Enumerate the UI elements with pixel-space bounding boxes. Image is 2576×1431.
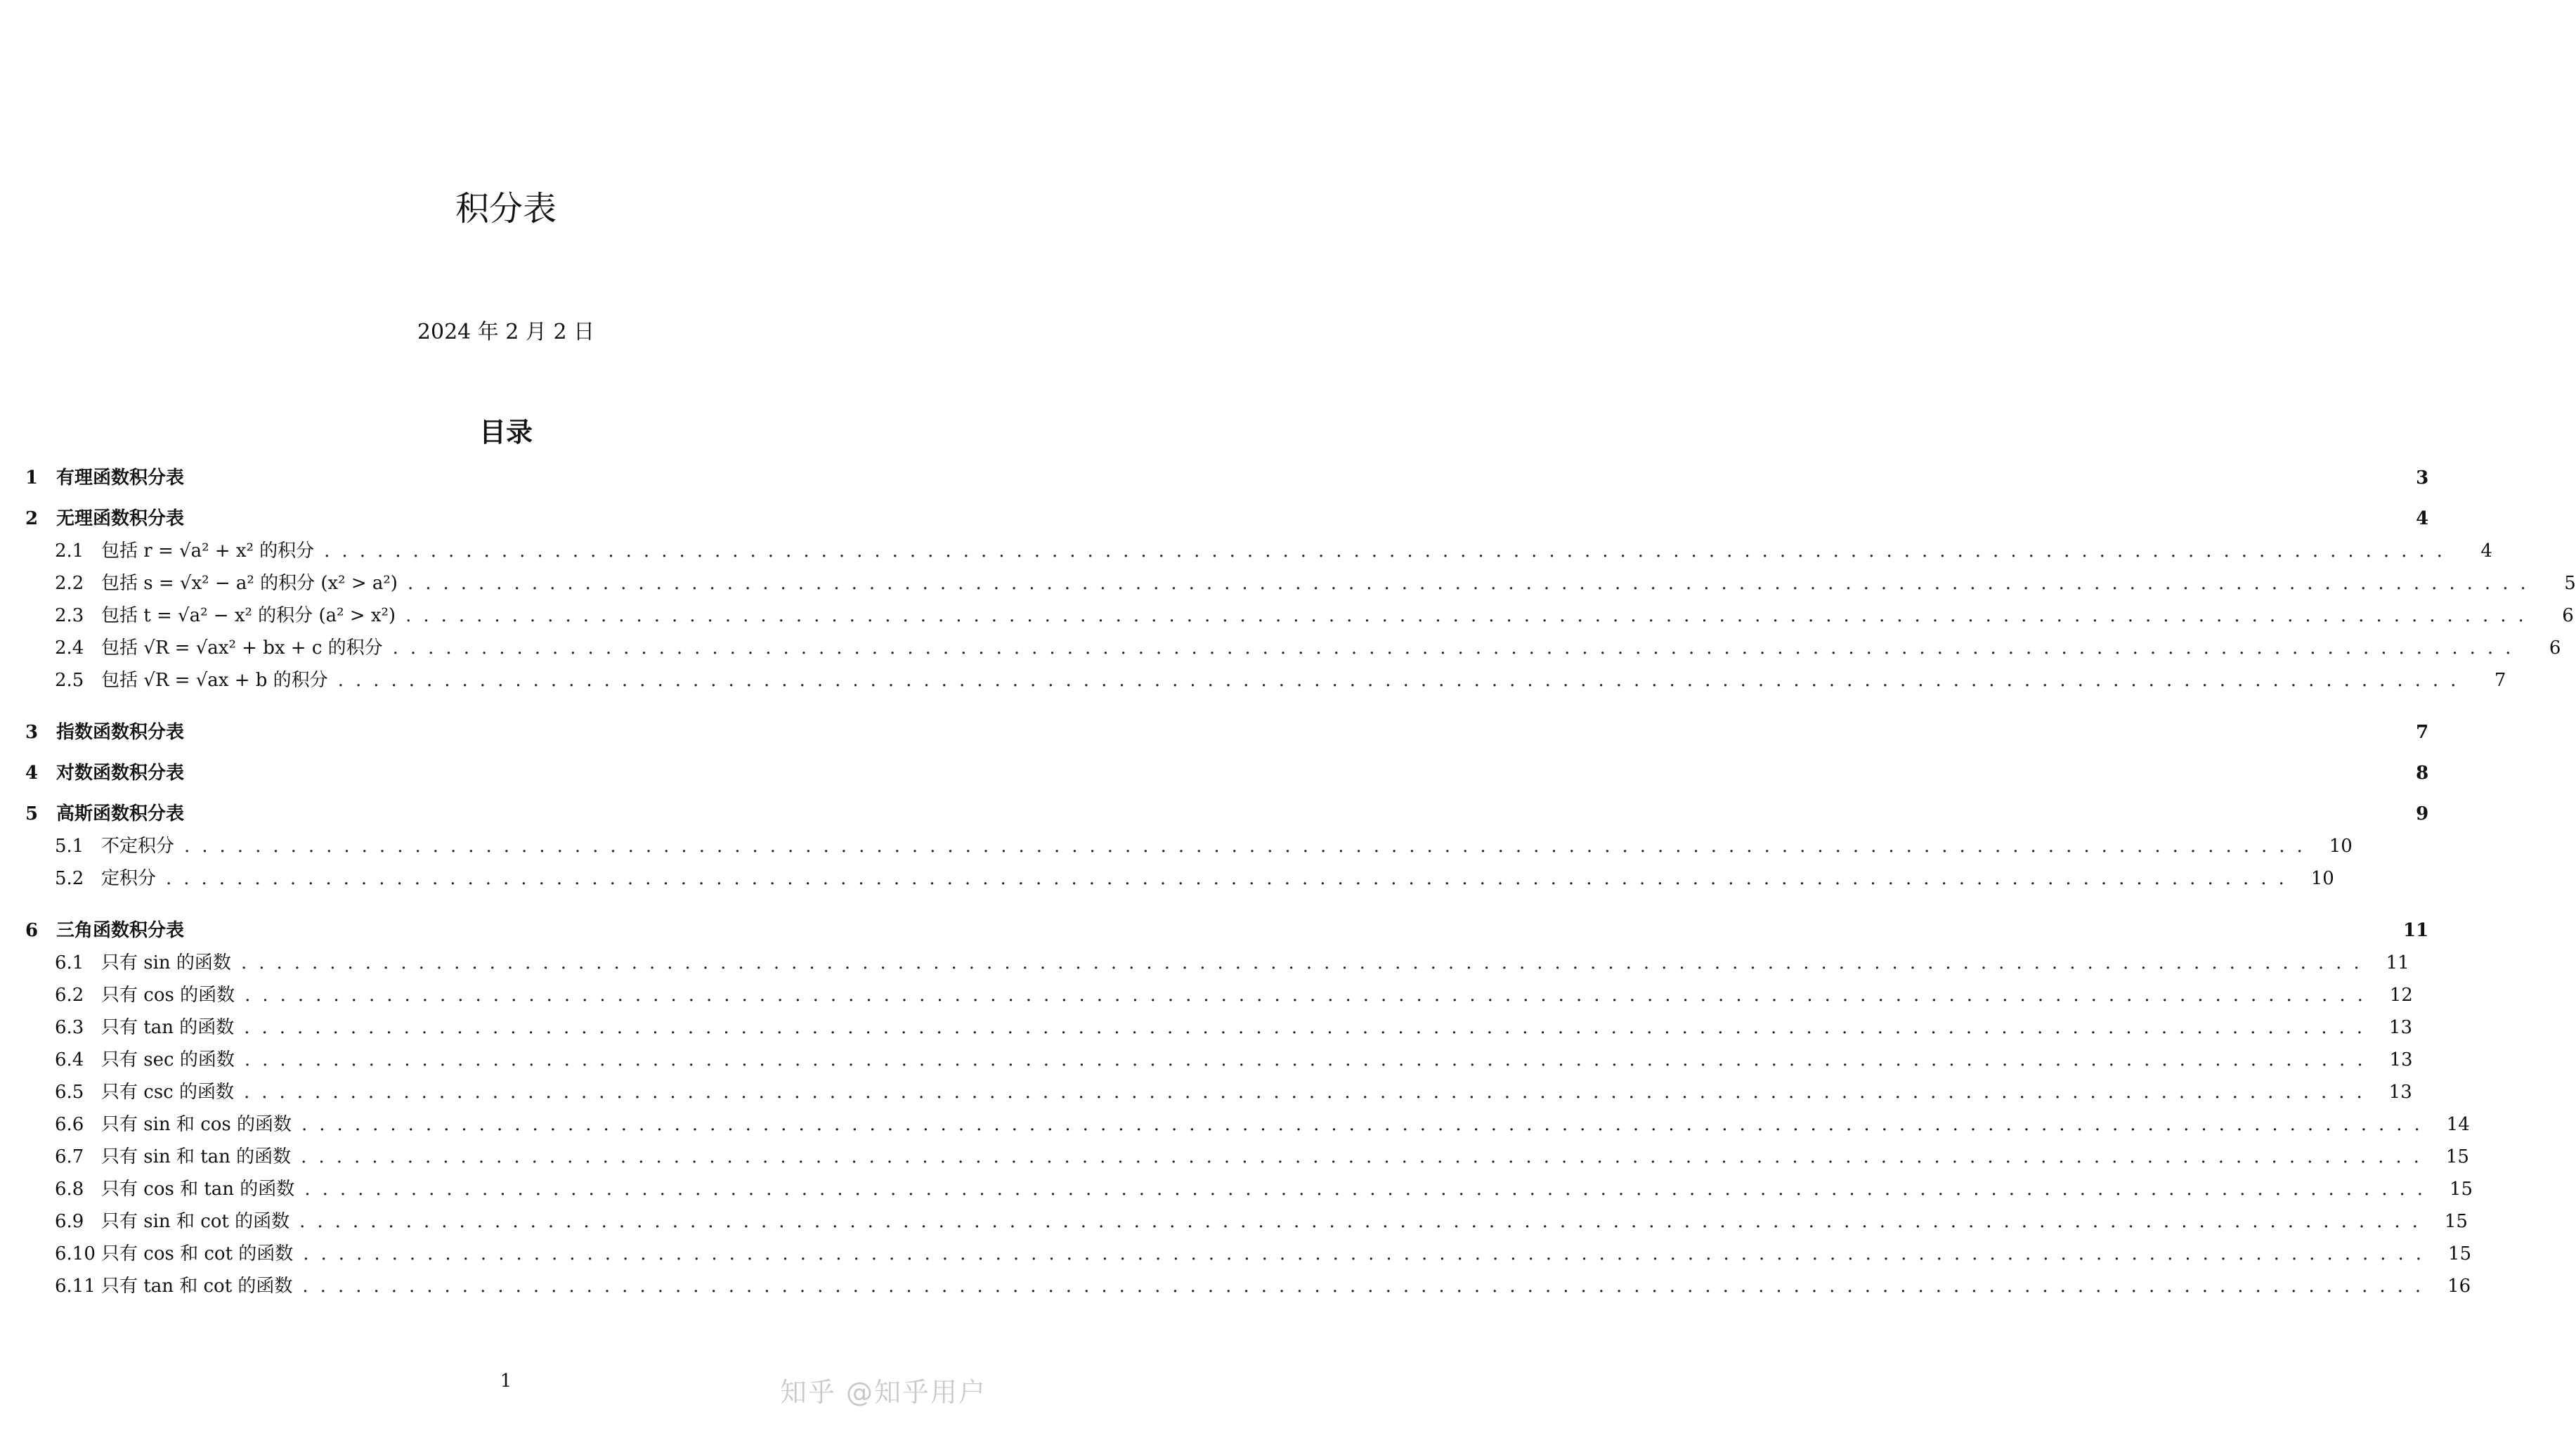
toc-entry-page: 11 (2403, 920, 2429, 941)
toc-entry-page: 9 (2416, 803, 2429, 824)
toc-entry-number: 5.2 (55, 868, 84, 889)
toc-entry-page: 13 (2388, 1082, 2412, 1103)
toc-entry-number: 6.1 (55, 952, 84, 973)
toc-entry-label: 包括 √R = √ax + b 的积分 (101, 670, 328, 691)
toc-section-entry[interactable] (25, 763, 2429, 784)
toc-entry-number: 2.4 (55, 637, 84, 659)
toc-entry-number: 6.4 (55, 1049, 84, 1070)
toc-entry-number: 6.10 (55, 1243, 96, 1264)
toc-leader-dots: ........................................................................................................................ (301, 1114, 2432, 1135)
toc-entry-number: 6.2 (55, 985, 84, 1006)
toc-leader-dots: ........................................................................................................................ (166, 868, 2296, 889)
toc-entry-page: 4 (2480, 540, 2492, 562)
toc-entry-number: 2.5 (55, 670, 84, 691)
toc-entry-label: 只有 sin 和 cot 的函数 (101, 1211, 290, 1232)
toc-leader-dots: ........................................................................................................................ (324, 540, 2454, 562)
toc-entry-label: 只有 sec 的函数 (101, 1049, 235, 1070)
toc-leader-dots: ........................................................................................................................ (303, 1243, 2434, 1264)
toc-subsection-entry[interactable] (25, 1211, 2468, 1243)
toc-entry-number: 2.3 (55, 605, 84, 626)
toc-leader-dots: ........................................................................................................................ (302, 1276, 2433, 1297)
toc-entry-page: 15 (2447, 1243, 2472, 1264)
watermark: 知乎 @知乎用户 (779, 1377, 987, 1408)
toc-entry-number: 5 (25, 803, 39, 824)
toc-leader-dots: ........................................................................................................................ (301, 1146, 2431, 1167)
toc-leader-dots: ........................................................................................................................ (299, 1211, 2430, 1232)
toc-subsection-entry[interactable] (25, 605, 2574, 637)
toc-entry-page: 13 (2388, 1017, 2412, 1038)
toc-entry-label: 有理函数积分表 (56, 467, 185, 488)
toc-subsection-entry[interactable] (25, 868, 2334, 900)
toc-section-entry[interactable] (25, 920, 2429, 941)
toc-section-entry[interactable] (25, 467, 2429, 488)
document-date: 2024 年 2 月 2 日 (417, 320, 595, 344)
toc-entry-number: 1 (25, 467, 39, 488)
toc-leader-dots: ........................................................................................................................ (392, 637, 2523, 659)
toc-entry-page: 7 (2416, 722, 2429, 743)
toc-entry-page: 15 (2449, 1179, 2473, 1200)
toc-entry-page: 13 (2389, 1049, 2413, 1070)
page-number: 1 (500, 1371, 512, 1392)
toc-section-entry[interactable] (25, 803, 2429, 824)
toc-entry-label: 不定积分 (101, 836, 175, 857)
toc-subsection-entry[interactable] (25, 670, 2506, 702)
toc-entry-page: 5 (2564, 573, 2576, 594)
toc-subsection-entry[interactable] (25, 1179, 2473, 1211)
toc-leader-dots: ........................................................................................................................ (244, 1049, 2375, 1070)
toc-leader-dots: ........................................................................................................................ (304, 1179, 2435, 1200)
toc-leader-dots: ........................................................................................................................ (245, 985, 2375, 1006)
toc-entry-page: 15 (2445, 1146, 2469, 1167)
toc-entry-number: 2.2 (55, 573, 84, 594)
toc-entry-page: 8 (2416, 763, 2429, 784)
toc-entry-page: 11 (2386, 952, 2409, 973)
toc-entry-page: 7 (2494, 670, 2506, 691)
toc-subsection-entry[interactable] (25, 985, 2413, 1017)
toc-heading: 目录 (479, 416, 533, 448)
toc-entry-label: 只有 csc 的函数 (101, 1082, 234, 1103)
toc-entry-label: 只有 tan 的函数 (101, 1017, 235, 1038)
toc-entry-label: 只有 cos 和 cot 的函数 (101, 1243, 294, 1264)
toc-entry-label: 包括 r = √a² + x² 的积分 (101, 540, 315, 562)
toc-entry-label: 三角函数积分表 (56, 920, 185, 941)
toc-section-entry[interactable] (25, 508, 2429, 529)
toc-subsection-entry[interactable] (25, 1082, 2412, 1114)
toc-subsection-entry[interactable] (25, 1049, 2413, 1082)
toc-subsection-entry[interactable] (25, 1146, 2469, 1179)
toc-subsection-entry[interactable] (25, 1243, 2472, 1276)
toc-entry-number: 5.1 (55, 836, 84, 857)
toc-entry-label: 定积分 (101, 868, 157, 889)
toc-entry-number: 2.1 (55, 540, 84, 562)
toc-entry-page: 6 (2562, 605, 2574, 626)
toc-entry-number: 4 (25, 763, 39, 784)
toc-entry-number: 6 (25, 920, 39, 941)
toc-subsection-entry[interactable] (25, 836, 2353, 868)
toc-leader-dots: ........................................................................................................................ (240, 952, 2372, 973)
toc-entry-label: 包括 s = √x² − a² 的积分 (x² > a²) (101, 573, 398, 594)
toc-entry-number: 6.11 (55, 1276, 96, 1297)
toc-entry-page: 12 (2389, 985, 2413, 1006)
toc-entry-page: 16 (2447, 1276, 2471, 1297)
table-of-contents (25, 467, 2576, 1308)
toc-subsection-entry[interactable] (25, 637, 2561, 670)
toc-entry-label: 只有 cos 和 tan 的函数 (101, 1179, 295, 1200)
toc-subsection-entry[interactable] (25, 1276, 2471, 1308)
toc-entry-number: 6.7 (55, 1146, 84, 1167)
toc-subsection-entry[interactable] (25, 1017, 2412, 1049)
toc-subsection-entry[interactable] (25, 540, 2492, 573)
toc-entry-number: 6.8 (55, 1179, 84, 1200)
toc-entry-label: 包括 √R = √ax² + bx + c 的积分 (101, 637, 383, 659)
toc-entry-page: 15 (2444, 1211, 2468, 1232)
toc-entry-number: 3 (25, 722, 39, 743)
toc-leader-dots: ........................................................................................................................ (337, 670, 2468, 691)
toc-leader-dots: ........................................................................................................................ (405, 605, 2536, 626)
toc-entry-page: 10 (2329, 836, 2353, 857)
toc-entry-label: 只有 sin 的函数 (101, 952, 231, 973)
toc-entry-page: 4 (2416, 508, 2429, 529)
toc-entry-label: 只有 cos 的函数 (101, 985, 235, 1006)
document-title: 积分表 (455, 189, 557, 228)
toc-entry-page: 10 (2310, 868, 2334, 889)
toc-entry-page: 3 (2416, 467, 2429, 488)
toc-entry-label: 对数函数积分表 (56, 763, 185, 784)
toc-leader-dots: ........................................................................................................................ (244, 1017, 2374, 1038)
toc-entry-page: 14 (2446, 1114, 2470, 1135)
toc-entry-label: 无理函数积分表 (56, 508, 185, 529)
toc-entry-number: 6.6 (55, 1114, 84, 1135)
toc-entry-number: 6.5 (55, 1082, 84, 1103)
toc-leader-dots: ........................................................................................................................ (244, 1082, 2374, 1103)
toc-entry-label: 包括 t = √a² − x² 的积分 (a² > x²) (101, 605, 396, 626)
toc-leader-dots: ........................................................................................................................ (407, 573, 2538, 594)
toc-entry-number: 6.3 (55, 1017, 84, 1038)
toc-entry-page: 6 (2549, 637, 2561, 659)
toc-entry-number: 2 (25, 508, 39, 529)
toc-subsection-entry[interactable] (25, 952, 2409, 985)
toc-entry-label: 高斯函数积分表 (56, 803, 185, 824)
toc-section-entry[interactable] (25, 722, 2429, 743)
toc-leader-dots: ........................................................................................................................ (184, 836, 2315, 857)
toc-subsection-entry[interactable] (25, 1114, 2470, 1146)
toc-entry-number: 6.9 (55, 1211, 84, 1232)
toc-entry-label: 只有 sin 和 cos 的函数 (101, 1114, 292, 1135)
toc-entry-label: 只有 sin 和 tan 的函数 (101, 1146, 292, 1167)
toc-entry-label: 只有 tan 和 cot 的函数 (101, 1276, 293, 1297)
toc-entry-label: 指数函数积分表 (56, 722, 185, 743)
toc-subsection-entry[interactable] (25, 573, 2576, 605)
